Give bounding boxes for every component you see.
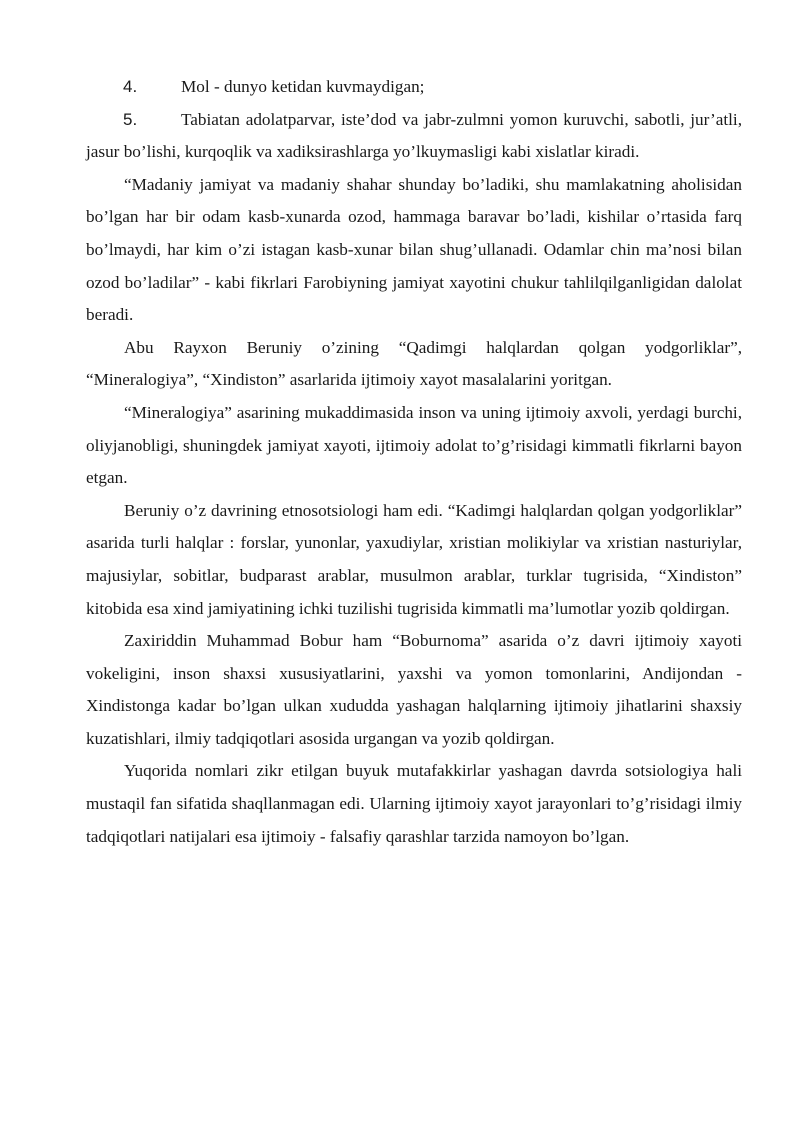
list-item-text: Tabiatan adolatparvar, iste’dod va jabr-zulmni yomon kuruvchi, sabotli, jur’atli, jasur bo’lishi, kurqoqlik va xadiksirashlarga yo’lkuymasligi kabi xislatlar kiradi. <box>86 109 742 162</box>
paragraph-farobiy-quote: “Madaniy jamiyat va madaniy shahar shunday bo’ladiki, shu mamlakatning aholisidan bo’lgan har bir odam kasb-xunarda ozod, hammaga baravar bo’ladi, kishilar o’rtasida farq bo’lmaydi, har kim o’zi istagan kasb-xunar bilan shug’ullanadi. Odamlar chin ma’nosi bilan ozod bo’ladilar” - kabi fikrlari Farobiyning jamiyat xayotini chukur tahlilqilganligidan dalolat beradi. <box>86 174 742 325</box>
paragraph-beruniy-ethnosociologist: Beruniy o’z davrining etnosotsiologi ham edi. “Kadimgi halqlardan qolgan yodgorliklar” asarida turli halqlar : forslar, yunonlar, yaxudiylar, xristian molikiylar va xristian nasturiylar, majusiylar, sobitlar, budparast arablar, musulmon arablar, turklar tugrisida, “Xindiston” kitobida esa xind jamiyatining ichki tuzilishi tugrisida kimmatli ma’lumotlar yozib qoldirgan. <box>86 500 742 618</box>
paragraph-bobur: Zaxiriddin Muhammad Bobur ham “Boburnoma” asarida o’z davri ijtimoiy xayoti vokeligini, inson shaxsi xususiyatlarini, yaxshi va yomon tomonlarini, Andijondan -Xindistonga kadar bo’lgan ulkan xududda yashagan halqlarning ijtimoiy jihatlarini shaxsiy kuzatishlari, ilmiy tadqiqotlari asosida urgangan va yozib qoldirgan. <box>86 631 742 748</box>
list-item-5 <box>86 104 742 169</box>
list-item-text: Mol - dunyo ketidan kuvmaydigan; <box>181 77 425 96</box>
paragraph-beruniy-works: Abu Rayxon Beruniy o’zining “Qadimgi halqlardan qolgan yodgorliklar”, “Mineralogiya”, “Xindiston” asarlarida ijtimoiy xayot masalalarini yoritgan. <box>86 337 742 390</box>
paragraph-mineralogiya: “Mineralogiya” asarining mukaddimasida inson va uning ijtimoiy axvoli, yerdagi burchi, oliyjanobligi, shuningdek jamiyat xayoti, ijtimoiy adolat to’g’risidagi kimmatli fikrlarni bayon etgan. <box>86 402 742 488</box>
list-item-4 <box>86 71 742 104</box>
list-number: 4. <box>123 77 138 96</box>
list-number: 5. <box>123 109 138 129</box>
document-page <box>86 71 742 853</box>
paragraph-conclusion: Yuqorida nomlari zikr etilgan buyuk mutafakkirlar yashagan davrda sotsiologiya hali mustaqil fan sifatida shaqllanmagan edi. Ularning ijtimoiy xayot jarayonlari to’g’risidagi ilmiy tadqiqotlari natijalari esa ijtimoiy - falsafiy qarashlar tarzida namoyon bo’lgan. <box>86 761 742 846</box>
